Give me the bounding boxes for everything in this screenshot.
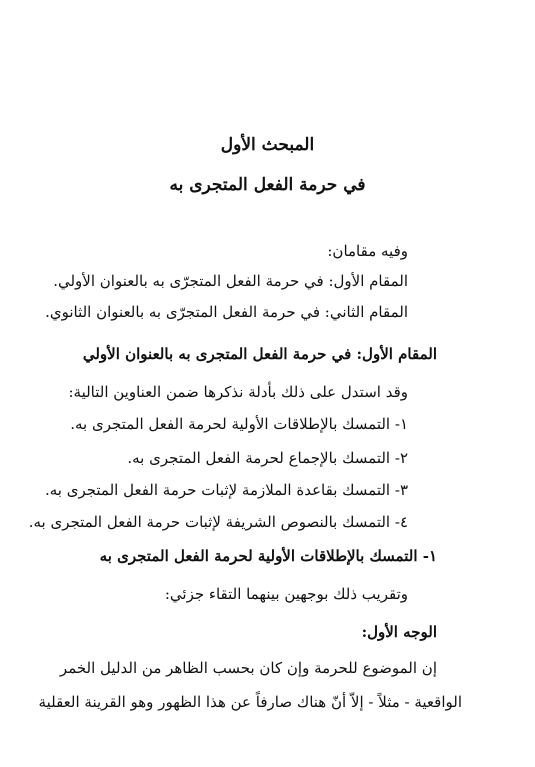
- subsection-lead: وتقريب ذلك بوجهين بينهما التقاء جزئي:: [164, 585, 408, 603]
- paragraph-line: الواقعية - مثلاً - إلاّ أنّ هناك صارفاً عن هذا الظهور وهو القرينة العقلية: [38, 693, 462, 711]
- list-item: ٤- التمسك بالنصوص الشريفة لإثبات حرمة الفعل المتجرى به.: [28, 513, 408, 531]
- list-item: ٢- التمسك بالإجماع لحرمة الفعل المتجرى به.: [127, 449, 408, 467]
- maqam-1-line: المقام الأول: في حرمة الفعل المتجرّى به بالعنوان الأولي.: [53, 272, 408, 290]
- subsection-heading: ١- التمسك بالإطلاقات الأولية لحرمة الفعل المتجرى به: [99, 547, 437, 565]
- section-lead: وقد استدل على ذلك بأدلة نذكرها ضمن العناوين التالية:: [68, 383, 408, 401]
- aspect-heading: الوجه الأول:: [361, 623, 437, 641]
- maqam-2-line: المقام الثاني: في حرمة الفعل المتجرّى به بالعنوان الثانوي.: [45, 303, 408, 321]
- chapter-title: المبحث الأول: [220, 135, 315, 155]
- paragraph-line: إن الموضوع للحرمة وإن كان بحسب الظاهر من الدليل الخمر: [59, 659, 437, 677]
- list-item: ١- التمسك بالإطلاقات الأولية لحرمة الفعل المتجرى به.: [70, 415, 408, 433]
- intro-lead: وفيه مقامان:: [327, 242, 408, 260]
- list-item: ٣- التمسك بقاعدة الملازمة لإثبات حرمة الفعل المتجرى به.: [44, 481, 408, 499]
- section-heading: المقام الأول: في حرمة الفعل المتجرى به بالعنوان الأولي: [82, 345, 437, 363]
- chapter-subtitle: في حرمة الفعل المتجرى به: [169, 175, 366, 195]
